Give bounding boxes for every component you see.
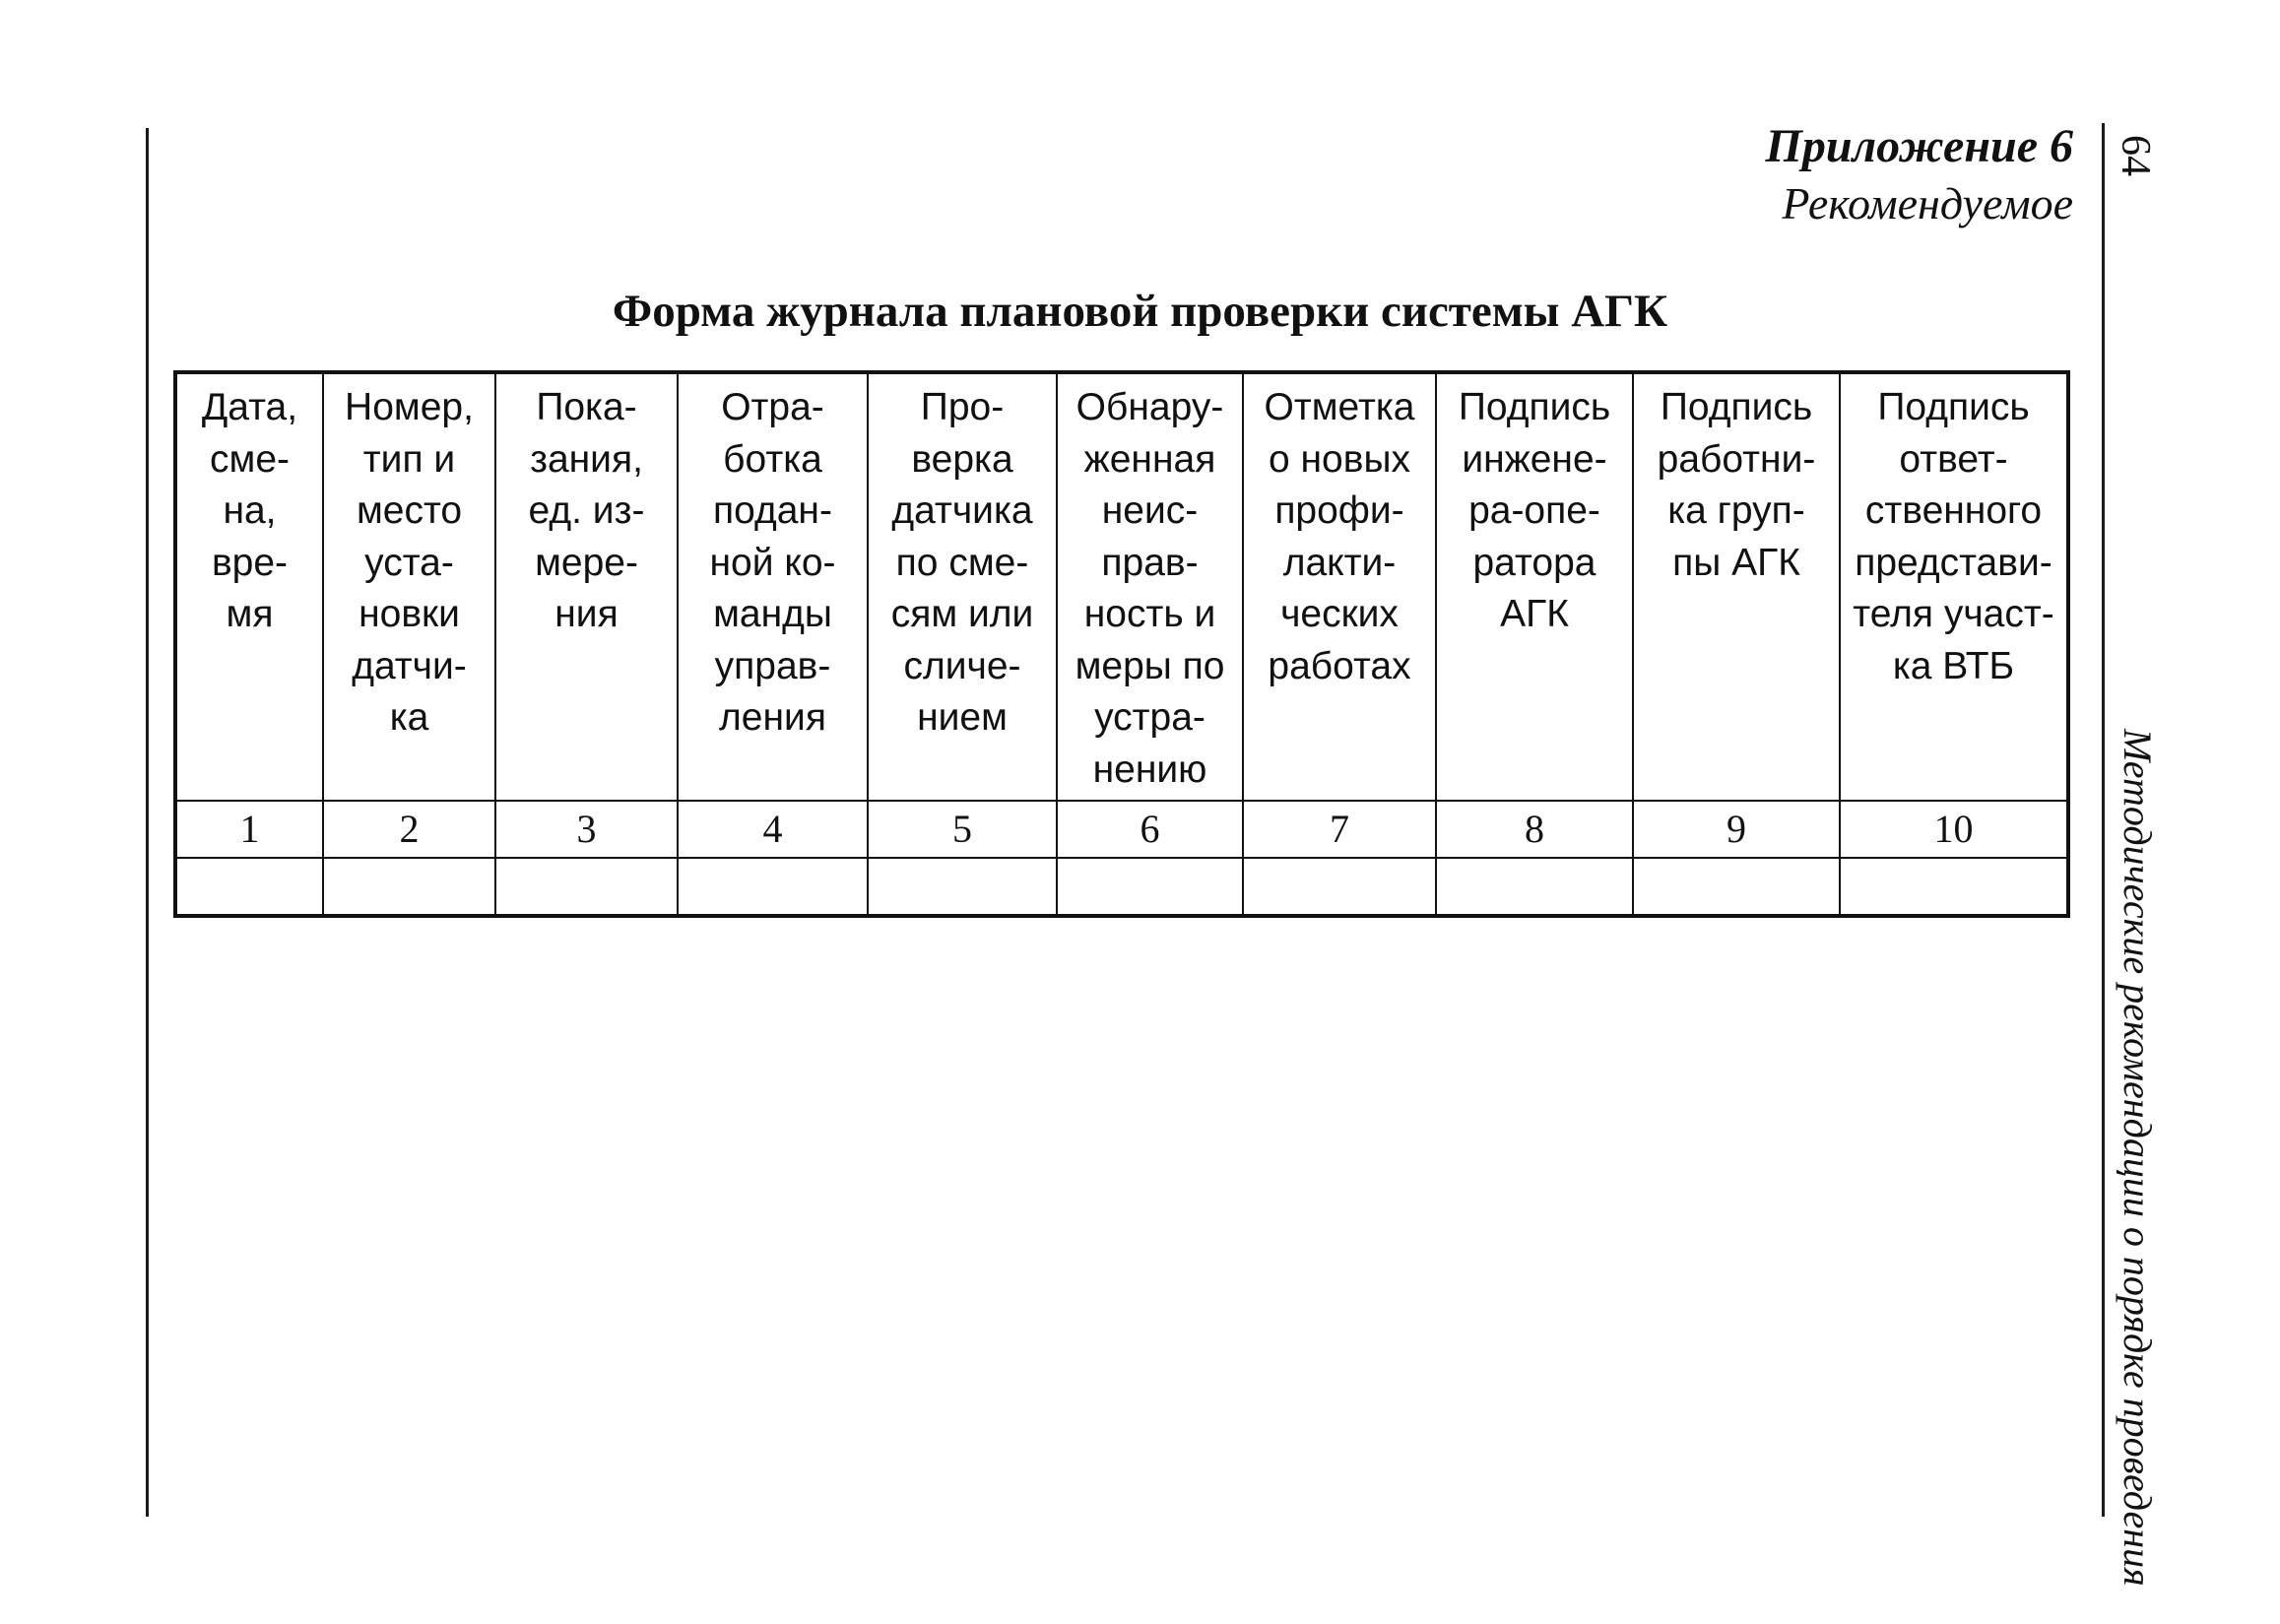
document-title: Форма журнала плановой проверки системы АГК — [612, 286, 1668, 337]
journal-form-table — [173, 370, 2070, 918]
column-header: Подпись работни- ка груп- пы АГК — [1633, 372, 1840, 801]
column-header: Подпись ответ- ственного представи- теля участ- ка ВТБ — [1840, 372, 2068, 801]
entry-cell[interactable] — [323, 858, 495, 916]
page-number: 64 — [2113, 135, 2158, 176]
column-header: Про- верка датчика по сме- сям или сличе- нием — [868, 372, 1057, 801]
column-header: Дата, сме- на, вре- мя — [175, 372, 323, 801]
entry-cell[interactable] — [868, 858, 1057, 916]
entry-cell[interactable] — [678, 858, 868, 916]
header-row — [175, 372, 2068, 801]
entry-cell[interactable] — [1243, 858, 1436, 916]
entry-cell[interactable] — [1436, 858, 1633, 916]
entry-cell[interactable] — [175, 858, 323, 916]
column-number: 10 — [1840, 801, 2068, 858]
entry-cell[interactable] — [1633, 858, 1840, 916]
column-header: Номер, тип и место уста- новки датчи- ка — [323, 372, 495, 801]
appendix-subtitle: Рекомендуемое — [1782, 178, 2073, 228]
entry-cell[interactable] — [1840, 858, 2068, 916]
column-number: 2 — [323, 801, 495, 858]
column-number: 7 — [1243, 801, 1436, 858]
column-header: Обнару- женная неис- прав- ность и меры по устра- нению — [1057, 372, 1243, 801]
column-number: 6 — [1057, 801, 1243, 858]
appendix-block — [1766, 118, 2074, 232]
column-number: 3 — [495, 801, 678, 858]
column-header: Подпись инжене- ра-опе- ратора АГК — [1436, 372, 1633, 801]
entry-cell[interactable] — [1057, 858, 1243, 916]
column-number: 4 — [678, 801, 868, 858]
empty-entry-row — [175, 858, 2068, 916]
entry-cell[interactable] — [495, 858, 678, 916]
column-number: 8 — [1436, 801, 1633, 858]
column-header: Отметка о новых профи- лакти- ческих работах — [1243, 372, 1436, 801]
column-number: 1 — [175, 801, 323, 858]
column-header: Отра- ботка подан- ной ко- манды управ- ления — [678, 372, 868, 801]
appendix-title: Приложение 6 — [1765, 120, 2073, 172]
column-number-row — [175, 801, 2068, 858]
running-side-title: Методические рекомендации о порядке проведения — [2116, 729, 2160, 1587]
column-header: Пока- зания, ед. из- мере- ния — [495, 372, 678, 801]
column-number: 9 — [1633, 801, 1840, 858]
column-number: 5 — [868, 801, 1057, 858]
